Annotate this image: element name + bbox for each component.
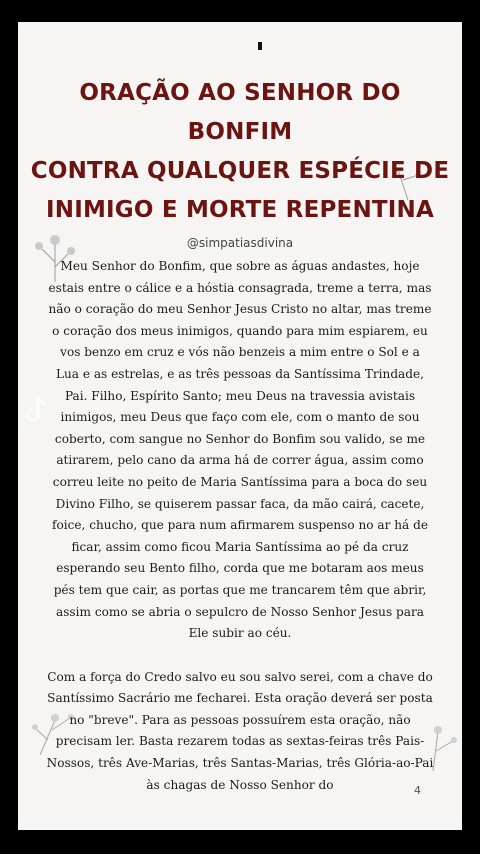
text-line: Lua e as estrelas, e as três pessoas da Santíssima Trindade, (55, 366, 425, 381)
text-line: coberto, com sangue no Senhor do Bonfim sou valido, se me (54, 431, 426, 446)
text-line: Ele subir ao céu. (188, 626, 292, 641)
text-line: o coração dos meus inimigos, quando para mim espiarem, eu (52, 323, 428, 338)
text-line: inimigos, meu Deus que faço com ele, com o manto de sou (60, 410, 420, 425)
text-line: Meu Senhor do Bonfim, que sobre as águas andastes, hoje (60, 259, 420, 273)
text-line: Pai. Filho, Espírito Santo; meu Deus na travessia avistais (64, 388, 416, 403)
title-line: INIMIGO E MORTE REPENTINA (45, 197, 435, 223)
text-line: no "breve". Para as pessoas possuírem esta oração, não (69, 712, 411, 727)
page-title (30, 74, 450, 230)
text-line: Divino Filho, se quiserem passar faca, da mão cairá, cacete, (55, 496, 425, 511)
text-line: pés tem que cair, as portas que me trancarem têm que abrir, (53, 582, 427, 597)
prayer-text (36, 256, 444, 796)
text-line: foice, chucho, que para num afirmarem suspenso no ar há de (51, 518, 429, 533)
text-line: vos benzo em cruz e vós não benzeis a mim entre o Sol e a (60, 345, 420, 360)
text-line: estais entre o cálice e a hóstia consagrada, treme a terra, mas (48, 280, 432, 295)
author-handle: @simpatiasdivina (186, 236, 294, 250)
paragraph-1 (36, 256, 444, 645)
text-line: assim como se abria o sepulcro de Nosso Senhor Jesus para (56, 604, 424, 619)
page-number: 4 (414, 784, 421, 797)
title-line: ORAÇÃO AO SENHOR DO BONFIM (79, 80, 401, 145)
text-line: às chagas de Nosso Senhor do (146, 777, 334, 792)
text-line: esperando seu Bento filho, corda que me botaram aos meus (56, 561, 424, 576)
text-line: não o coração do meu Senhor Jesus Cristo no altar, mas treme (48, 302, 432, 317)
text-line: Nossos, três Ave-Marias, três Santas-Marias, três Glória-ao-Pai (46, 756, 434, 771)
text-line: correu leite no peito de Maria Santíssima para a boca do seu (52, 474, 428, 489)
text-line: atirarem, pelo cano da arma há de correr água, assim como (56, 453, 424, 468)
top-mark (258, 42, 262, 50)
text-line: Santíssimo Sacrário me fecharei. Esta oração deverá ser posta (47, 691, 433, 706)
title-line: CONTRA QUALQUER ESPÉCIE DE (30, 158, 450, 184)
text-line: precisam ler. Basta rezarem todas as sextas-feiras três Pais- (55, 734, 425, 749)
paragraph-2 (36, 667, 444, 797)
text-line: ficar, assim como ficou Maria Santíssima ao pé da cruz (71, 539, 409, 554)
text-line: Com a força do Credo salvo eu sou salvo serei, com a chave do (47, 669, 433, 684)
tiktok-logo-icon (22, 394, 50, 426)
